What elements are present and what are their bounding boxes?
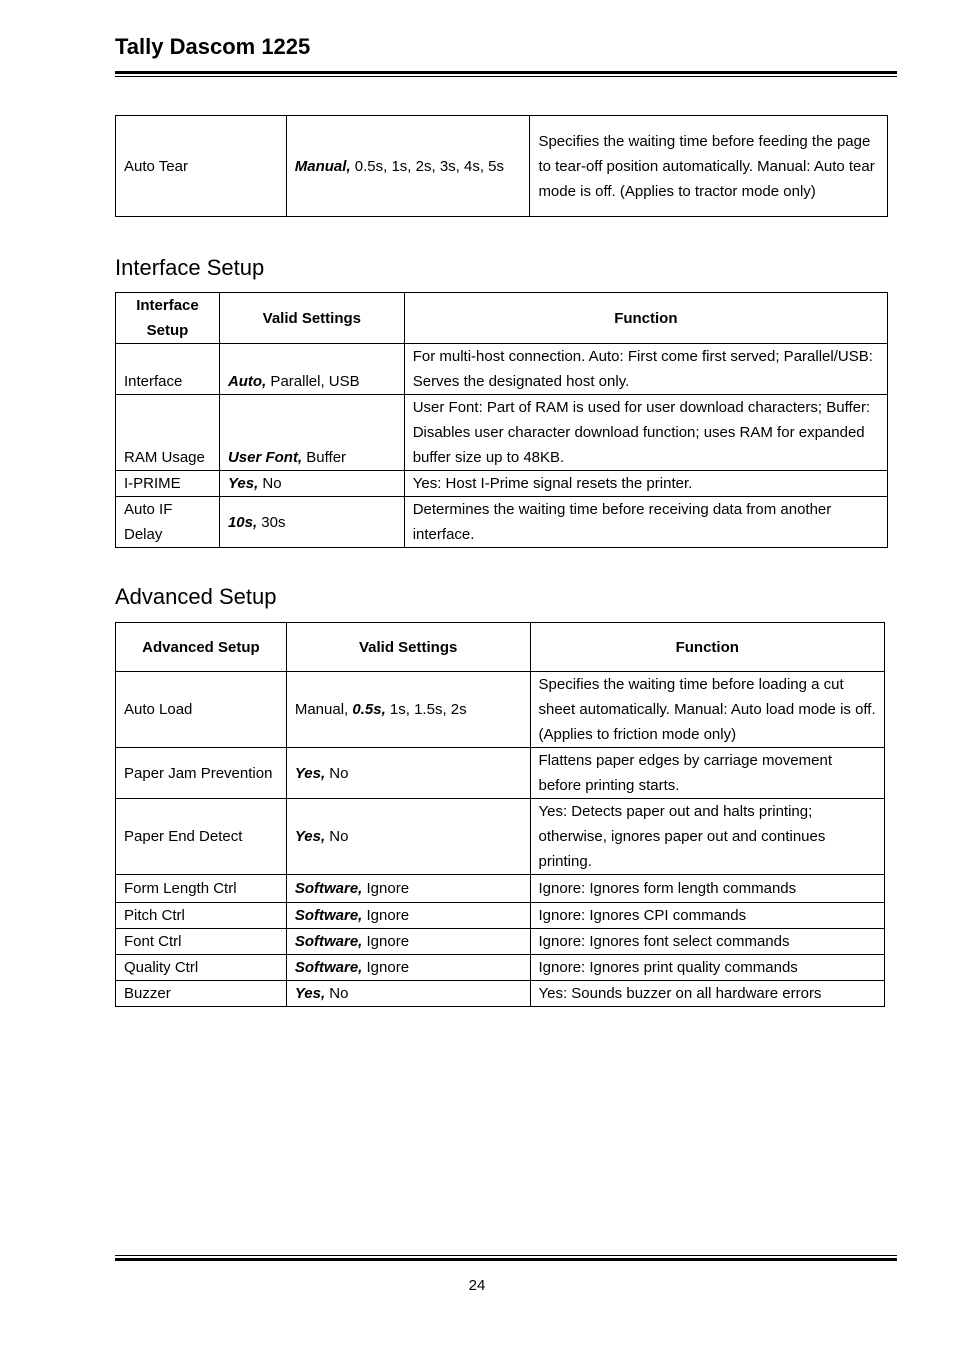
table-row — [116, 497, 888, 548]
table-row — [116, 395, 888, 471]
table-row — [116, 344, 888, 395]
default-value: Software, — [294, 933, 363, 950]
leading-value: Manual, — [294, 701, 353, 718]
setting-name: Auto IF Delay — [116, 497, 220, 548]
function-text: User Font: Part of RAM is used for user download characters; Buffer: Disables user character download function; uses RAM for expanded buffer size up to 48KB. — [404, 395, 887, 471]
setting-name: Quality Ctrl — [116, 955, 287, 981]
column-header: Function — [530, 623, 885, 672]
other-values: No — [325, 985, 349, 1002]
page-number: 24 — [468, 1277, 486, 1294]
page-header-title: Tally Dascom 1225 — [115, 34, 311, 59]
function-text: Yes: Detects paper out and halts printing; otherwise, ignores paper out and continues printing. — [530, 799, 885, 875]
other-values: Ignore — [362, 880, 410, 897]
default-value: Yes, — [294, 764, 326, 782]
other-values: Buffer — [302, 449, 347, 466]
setting-name: Paper Jam Prevention — [116, 748, 287, 799]
other-values: Parallel, USB — [266, 373, 360, 390]
valid-settings — [219, 497, 404, 548]
setting-name: Form Length Ctrl — [116, 875, 287, 903]
function-text: Ignore: Ignores form length commands — [530, 875, 885, 903]
default-value: 0.5s, — [352, 701, 386, 718]
advanced-section-title: Advanced Setup — [115, 584, 277, 609]
setting-name: Auto Tear — [116, 116, 287, 217]
valid-settings — [286, 903, 530, 929]
valid-settings — [286, 955, 530, 981]
setting-name: Auto Load — [116, 672, 287, 748]
function-text: Ignore: Ignores CPI commands — [530, 903, 885, 929]
setting-name: I-PRIME — [116, 471, 220, 497]
default-value: Software, — [294, 907, 363, 924]
other-values: 1s, 1.5s, 2s — [385, 701, 467, 718]
default-value: 10s, — [227, 513, 258, 531]
function-text: Determines the waiting time before receiving data from another interface. — [404, 497, 887, 548]
table-row — [116, 903, 885, 929]
default-value: User Font, — [227, 449, 303, 466]
footer-rule-thick — [115, 1258, 897, 1261]
valid-settings — [286, 799, 530, 875]
valid-settings — [219, 471, 404, 497]
table-header-row — [116, 293, 888, 344]
footer-rule-thin — [115, 1255, 897, 1256]
other-values: Ignore — [362, 959, 410, 976]
table-row — [116, 672, 885, 748]
setting-name: RAM Usage — [116, 395, 220, 471]
valid-settings — [219, 344, 404, 395]
table-row — [116, 748, 885, 799]
other-values: No — [258, 475, 282, 492]
other-values: Ignore — [362, 933, 410, 950]
column-header: Interface Setup — [116, 293, 220, 344]
table-row — [116, 799, 885, 875]
other-values: No — [325, 764, 349, 782]
advanced-setup-table — [115, 622, 885, 1007]
valid-settings — [286, 116, 530, 217]
valid-settings — [286, 981, 530, 1007]
table-row — [116, 929, 885, 955]
function-text: Flattens paper edges by carriage movement before printing starts. — [530, 748, 885, 799]
column-header: Valid Settings — [286, 623, 530, 672]
function-text: Ignore: Ignores font select commands — [530, 929, 885, 955]
header-rule-thin — [115, 76, 897, 77]
valid-settings — [286, 929, 530, 955]
interface-setup-table — [115, 292, 888, 548]
column-header: Valid Settings — [219, 293, 404, 344]
setting-name: Interface — [116, 344, 220, 395]
column-header: Advanced Setup — [116, 623, 287, 672]
other-values: 30s — [257, 513, 286, 531]
header-rule-thick — [115, 71, 897, 74]
function-text: For multi-host connection. Auto: First come first served; Parallel/USB: Serves the designated host only. — [404, 344, 887, 395]
interface-section-title: Interface Setup — [115, 255, 265, 280]
table-row — [116, 955, 885, 981]
function-text: Yes: Host I-Prime signal resets the printer. — [404, 471, 887, 497]
valid-settings — [219, 395, 404, 471]
function-text: Ignore: Ignores print quality commands — [530, 955, 885, 981]
table-row — [116, 471, 888, 497]
default-value: Yes, — [227, 475, 259, 492]
auto-tear-table — [115, 115, 888, 217]
default-value: Auto, — [227, 373, 267, 390]
setting-name: Paper End Detect — [116, 799, 287, 875]
setting-name: Buzzer — [116, 981, 287, 1007]
column-header: Function — [404, 293, 887, 344]
table-row — [116, 981, 885, 1007]
valid-settings — [286, 672, 530, 748]
table-row — [116, 875, 885, 903]
table-header-row — [116, 623, 885, 672]
default-value: Yes, — [294, 985, 326, 1002]
function-text: Specifies the waiting time before loading a cut sheet automatically. Manual: Auto load mode is off. (Applies to friction mode only) — [530, 672, 885, 748]
other-values: No — [325, 828, 349, 845]
default-value: Software, — [294, 880, 363, 897]
default-value: Yes, — [294, 828, 326, 845]
valid-settings — [286, 748, 530, 799]
other-values: Ignore — [362, 907, 410, 924]
setting-name: Pitch Ctrl — [116, 903, 287, 929]
function-text: Yes: Sounds buzzer on all hardware errors — [530, 981, 885, 1007]
valid-settings — [286, 875, 530, 903]
other-values: 0.5s, 1s, 2s, 3s, 4s, 5s — [350, 157, 505, 175]
setting-name: Font Ctrl — [116, 929, 287, 955]
default-value: Manual, — [294, 157, 351, 175]
default-value: Software, — [294, 959, 363, 976]
function-text: Specifies the waiting time before feeding the page to tear-off position automatically. Manual: Auto tear mode is off. (Applies to tractor mode only) — [530, 116, 888, 217]
table-row — [116, 116, 888, 217]
